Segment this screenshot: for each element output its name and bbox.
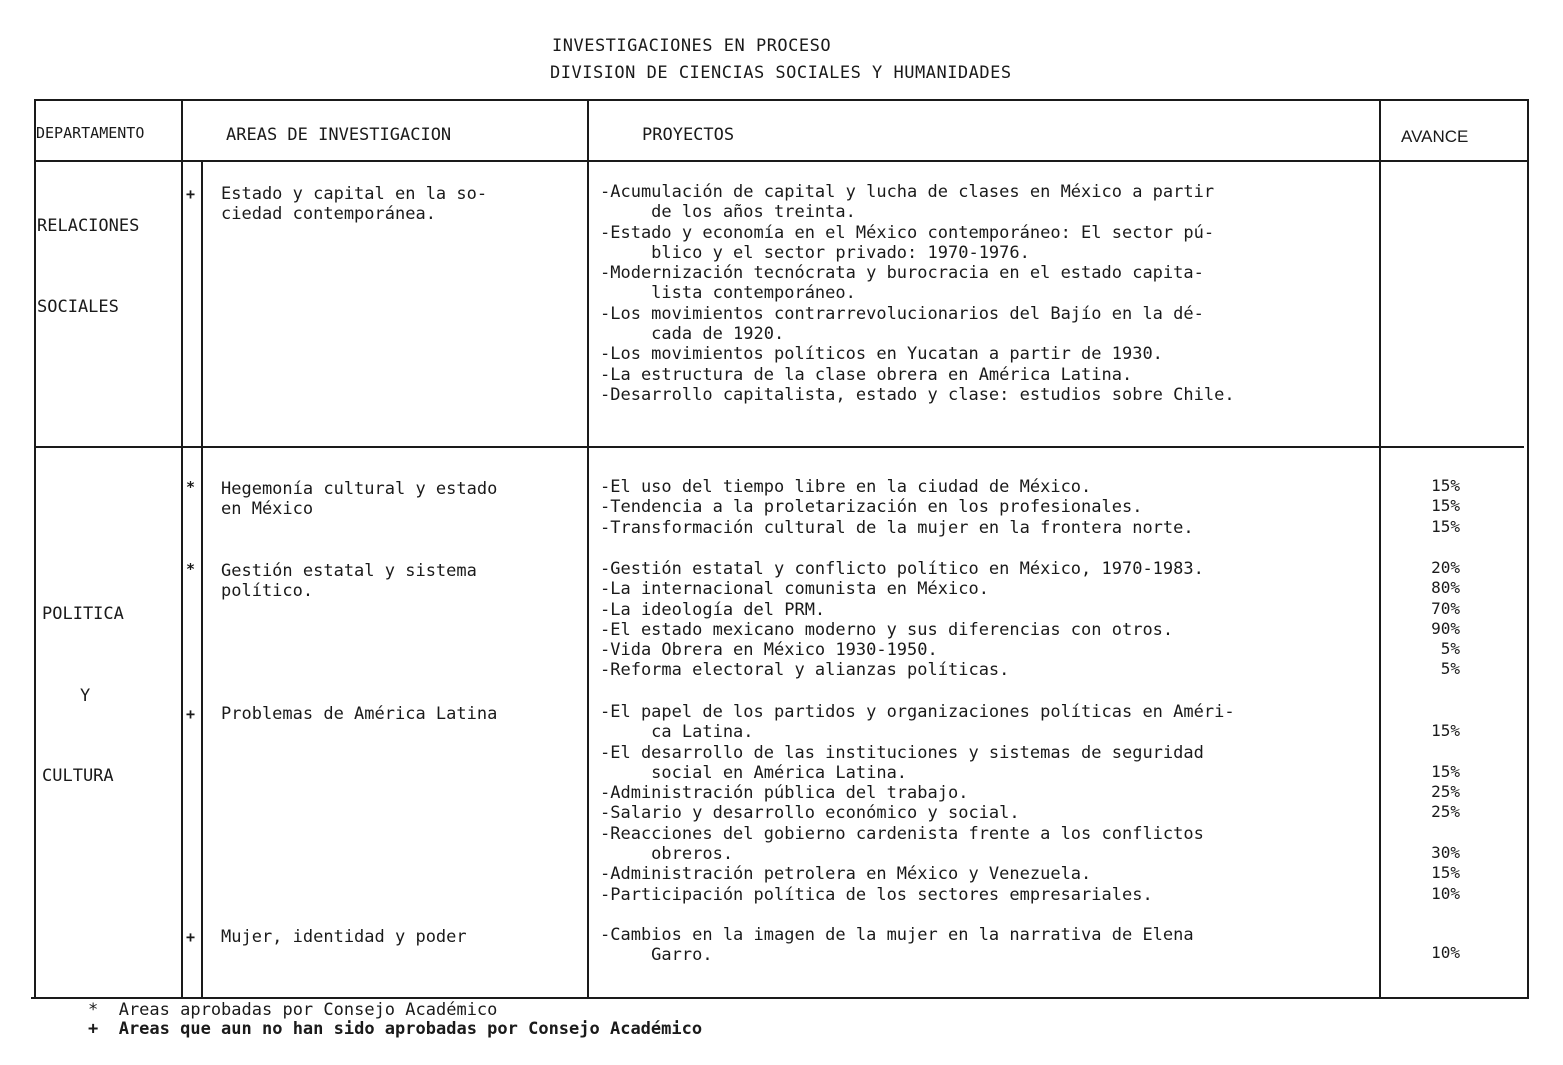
area-mujer: Mujer, identidad y poder — [221, 927, 467, 947]
area-gestion: Gestión estatal y sistema político. — [221, 561, 477, 601]
area-mark: + — [186, 705, 196, 723]
header-proyectos: PROYECTOS — [642, 125, 735, 145]
footnote-not-approved: + Areas que aun no han sido aprobadas por Consejo Académico — [88, 1019, 703, 1039]
avance-gestion: 20% 80% 70% 90% 5% 5% — [1431, 558, 1460, 679]
area-mark: * — [186, 560, 196, 578]
area-mark: + — [186, 185, 196, 203]
projects-america-latina: -El papel de los partidos y organizaciones políticas en Améri- ca Latina. -El desarrollo de las instituciones y sistemas de seguridad social en América Latina. -Administración pública del trabajo. -Salario y desarrollo económico y social. -Reacciones del gobierno cardenista frente a los conflictos obreros. -Administración petrolera en México y Venezuela. -Participación política de los sectores empresariales. — [600, 702, 1235, 905]
title-line-1: INVESTIGACIONES EN PROCESO — [552, 36, 832, 56]
header-avance: AVANCE — [1401, 127, 1469, 146]
area-estado-capital: Estado y capital en la so- ciedad contemporánea. — [221, 184, 488, 224]
projects-estado-capital: -Acumulación de capital y lucha de clases en México a partir de los años treinta. -Estado y economía en el México contemporáneo: El sector pú- blico y el sector privado: 1970-1976. -Modernización tecnócrata y burocracia en el estado capita- lista contemporáneo. -Los movimientos contrarrevolucionarios del Bajío en la dé- cada de 1920. -Los movimientos políticos en Yucatan a partir de 1930. -La estructura de la clase obrera en América Latina. -Desarrollo capitalista, estado y clase: estudios sobre Chile. — [600, 182, 1235, 405]
dept-y: Y — [80, 686, 91, 706]
header-areas: AREAS DE INVESTIGACION — [226, 125, 452, 145]
projects-gestion: -Gestión estatal y conflicto político en México, 1970-1983. -La internacional comunista en México. -La ideología del PRM. -El estado mexicano moderno y sus diferencias con otros. -Vida Obrera en México 1930-1950. -Reforma electoral y alianzas políticas. — [600, 559, 1204, 681]
dept-relaciones: RELACIONES — [37, 216, 140, 236]
area-mark: * — [186, 478, 196, 496]
dept-sociales: SOCIALES — [37, 297, 119, 317]
area-mark: + — [186, 928, 196, 946]
dept-politica: POLITICA — [42, 604, 124, 624]
area-hegemonia: Hegemonía cultural y estado en México — [221, 479, 498, 519]
title-line-2: DIVISION DE CIENCIAS SOCIALES Y HUMANIDADES — [550, 63, 1012, 83]
footnote-approved: * Areas aprobadas por Consejo Académico — [88, 1000, 498, 1020]
projects-hegemonia: -El uso del tiempo libre en la ciudad de México. -Tendencia a la proletarización en los profesionales. -Transformación cultural de la mujer en la frontera norte. — [600, 477, 1194, 538]
avance-hegemonia: 15% 15% 15% — [1431, 476, 1460, 536]
header-departamento: DEPARTAMENTO — [36, 124, 145, 142]
projects-mujer: -Cambios en la imagen de la mujer en la narrativa de Elena Garro. — [600, 925, 1194, 966]
avance-america-latina: 15% 15% 25% 25% 30% 15% 10% — [1431, 721, 1460, 903]
avance-mujer: 10% — [1431, 943, 1460, 963]
dept-cultura: CULTURA — [42, 766, 114, 786]
area-america-latina: Problemas de América Latina — [221, 704, 498, 724]
